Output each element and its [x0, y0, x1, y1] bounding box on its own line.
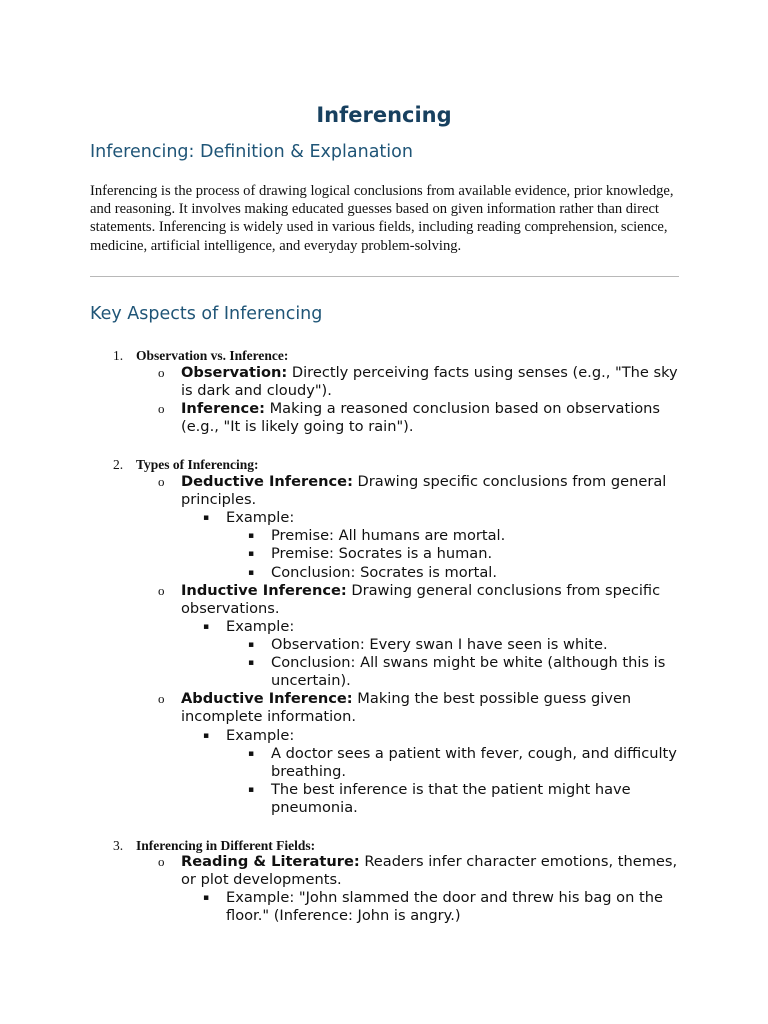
list-item	[181, 364, 681, 400]
square-bullet-icon: ▪	[248, 785, 255, 795]
term-description: Making a reasoned conclusion based on observations (e.g., "It is likely going to rain").	[181, 400, 661, 436]
term-description: Readers infer character emotions, themes, or plot developments.	[181, 853, 678, 889]
circle-bullet-icon: o	[158, 365, 165, 380]
square-bullet-icon: ▪	[203, 513, 210, 523]
square-bullet-icon: ▪	[203, 893, 210, 903]
square-bullet-icon: ▪	[248, 549, 255, 559]
list-item	[181, 473, 681, 509]
example-item: Premise: All humans are mortal.	[271, 527, 506, 544]
example-item: A doctor sees a patient with fever, cough, and difficulty breathing.	[271, 745, 677, 781]
list-item	[181, 400, 681, 436]
example-item: Observation: Every swan I have seen is white.	[271, 636, 608, 653]
circle-bullet-icon: o	[158, 854, 165, 869]
term-label: Deductive Inference:	[181, 473, 353, 490]
list-number: 1.	[113, 348, 124, 363]
example-item: Conclusion: Socrates is mortal.	[271, 564, 497, 581]
circle-bullet-icon: o	[158, 474, 165, 489]
term-label: Abductive Inference:	[181, 690, 353, 707]
example-item: Example: "John slammed the door and threw his bag on the floor." (Inference: John is angry.)	[226, 889, 663, 925]
example-item: Conclusion: All swans might be white (although this is uncertain).	[271, 654, 666, 690]
square-bullet-icon: ▪	[248, 658, 255, 668]
section-label: Observation vs. Inference:	[136, 348, 289, 363]
term-description: Drawing specific conclusions from general principles.	[181, 473, 667, 509]
list-item	[181, 853, 681, 889]
section-label: Types of Inferencing:	[136, 457, 259, 472]
term-description: Drawing general conclusions from specific observations.	[181, 582, 661, 618]
square-bullet-icon: ▪	[248, 640, 255, 650]
term-description: Making the best possible guess given incomplete information.	[181, 690, 632, 726]
term-label: Inference:	[181, 400, 265, 417]
term-label: Reading & Literature:	[181, 853, 360, 870]
example-item: The best inference is that the patient might have pneumonia.	[271, 781, 631, 817]
list-number: 2.	[113, 457, 124, 472]
list-item	[181, 690, 681, 726]
section-label: Inferencing in Different Fields:	[136, 838, 316, 853]
circle-bullet-icon: o	[158, 691, 165, 706]
horizontal-divider	[90, 276, 679, 277]
example-label: Example:	[226, 509, 295, 526]
square-bullet-icon: ▪	[248, 531, 255, 541]
example-item: Premise: Socrates is a human.	[271, 545, 493, 562]
heading-definition: Inferencing: Definition & Explanation	[90, 142, 413, 162]
term-label: Observation:	[181, 364, 288, 381]
square-bullet-icon: ▪	[248, 749, 255, 759]
term-description: Directly perceiving facts using senses (e.g., "The sky is dark and cloudy").	[181, 364, 678, 400]
square-bullet-icon: ▪	[248, 568, 255, 578]
heading-key-aspects: Key Aspects of Inferencing	[90, 304, 323, 324]
square-bullet-icon: ▪	[203, 622, 210, 632]
circle-bullet-icon: o	[158, 401, 165, 416]
term-label: Inductive Inference:	[181, 582, 347, 599]
list-number: 3.	[113, 838, 124, 853]
example-label: Example:	[226, 618, 295, 635]
square-bullet-icon: ▪	[203, 731, 210, 741]
page-title: Inferencing	[316, 103, 452, 127]
intro-paragraph: Inferencing is the process of drawing logical conclusions from available evidence, prior knowledge, and reasoning. It involves making educated guesses based on given information rather than direct statements. Inferencing is widely used in various fields, including reading comprehension, science, medicine, artificial intelligence, and everyday problem-solving.	[90, 183, 674, 254]
example-label: Example:	[226, 727, 295, 744]
circle-bullet-icon: o	[158, 583, 165, 598]
list-item	[181, 582, 681, 618]
